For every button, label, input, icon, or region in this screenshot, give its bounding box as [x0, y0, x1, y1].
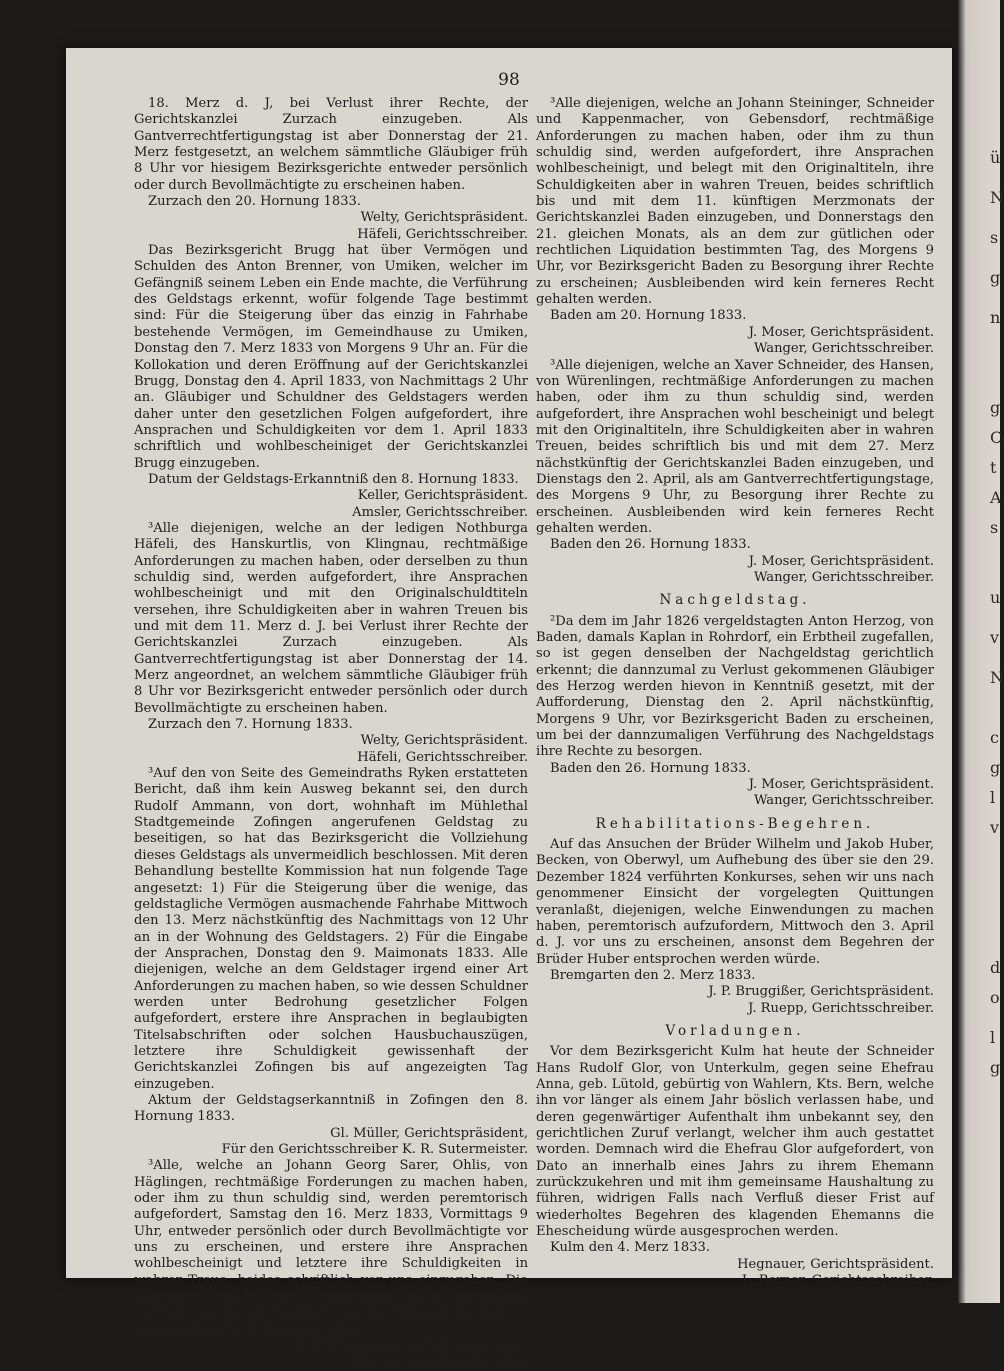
adjacent-page-glyph: n: [990, 308, 1001, 327]
signature-line: Wanger, Gerichtsschreiber.: [753, 569, 934, 585]
dateline: Aktum der Geldstagserkanntniß in Zofingen den 8. Hornung 1833.: [134, 1092, 528, 1125]
adjacent-page-glyph: s: [990, 228, 999, 247]
dateline: Datum der Geldstags-Erkanntniß den 8. Hornung 1833.: [148, 471, 519, 487]
adjacent-page-glyph: l: [990, 1028, 996, 1047]
notice-paragraph: 18. Merz d. J, bei Verlust ihrer Rechte, der Gerichtskanzlei Zurzach einzugeben. Als Gantverrechtfertigungstag ist aber Donnerstag der 21. Merz festgesetzt, an welchem sämmtliche Gläubiger früh 8 Uhr vor hiesigem Bezirksgerichte entweder persönlich oder durch Bevollmächtigte zu erscheinen haben.: [134, 96, 528, 193]
signature-line: Keller, Gerichtspräsident.: [357, 488, 528, 504]
dateline: Zurzach den 20. Hornung 1833.: [148, 194, 362, 210]
adjacent-page-glyph: g: [990, 398, 1001, 417]
signature-line: J. Moser, Gerichtspräsident.: [748, 777, 934, 793]
signature-line: J. P. Bruggißer, Gerichtspräsident.: [708, 984, 934, 1000]
signature-line: Häfeli, Gerichtsschreiber.: [357, 226, 528, 242]
adjacent-page-glyph: c: [990, 728, 999, 747]
signature-line: J. P. Bruggisser, Gerichtspräsident.: [297, 1338, 528, 1354]
signature-line: L. Berner, Gerichtsschreiber.: [741, 1273, 934, 1289]
section-heading: Rehabilitations-Begehren.: [595, 815, 875, 832]
right-column: [536, 96, 934, 1289]
notice-paragraph: ³Alle diejenigen, welche an Johann Steininger, Schneider und Kappenmacher, von Gebensdorf, rechtmäßige Anforderungen zu machen haben, oder ihm zu thun schuldig sind, werden aufgefordert, ihre Ansprachen wohlbescheinigt, und belegt mit den Originaltiteln, ihre Schuldigkeiten aber in wahren Treuen, beides schriftlich bis und mit dem 11. künftigen Merzmonats der Gerichtskanzlei Baden einzugeben, und Donnerstags den 21. gleichen Monats, als an dem zur gütlichen oder rechtlichen Liquidation bestimmten Tag, des Morgens 9 Uhr, vor Bezirksgericht Baden zu Besorgung ihrer Rechte zu erscheinen; Ausbleibenden wird kein ferneres Recht gehalten werden.: [536, 96, 934, 308]
document-page: [66, 48, 952, 1370]
signature-line: J. Ruepp, Gerichtsschreiber.: [342, 1354, 528, 1370]
dateline: Bremgarten den 2. Merz 1833.: [550, 967, 756, 983]
signature-line: Welty, Gerichtspräsident.: [360, 210, 528, 226]
notice-paragraph: ³Auf den von Seite des Gemeindraths Ryken erstatteten Bericht, daß ihm kein Ausweg bekannt sei, den durch Rudolf Ammann, von dort, wohnhaft im Mühlethal Stadtgemeinde Zofingen angerufenen Geldstag zu beseitigen, so hat das Bezirksgericht die Vollziehung dieses Geldstags als unvermeidlich beschlossen. Mit deren Behandlung bestellte Kommission hat nun folgende Tage angesetzt: 1) Für die Steigerung über die wenige, das geldstagliche Vermögen ausmachende Fahrhabe Mittwoch den 13. Merz nächstkünftig des Nachmittags von 12 Uhr an in der Wohnung des Geldstagers. 2) Für die Eingabe der Ansprachen, Donstag den 9. Maimonats 1833. Alle diejenigen, welche an dem Geldstager irgend einer Art Anforderungen zu machen haben, so wie dessen Schuldner werden unter Bedrohung gesetzlicher Folgen aufgefordert, erstere ihre Ansprachen in beglaubigten Titelsabschriften oder solchen Hausbuchauszügen, letztere ihre Schuldigkeit gewissenhaft der Gerichtskanzlei Zofingen bis auf angezeigten Tag einzugeben.: [134, 766, 528, 1092]
page-number: 98: [498, 70, 520, 90]
adjacent-page-glyph: v: [990, 628, 1000, 647]
signature-line: Für den Gerichtsschreiber K. R. Sutermeister.: [221, 1142, 528, 1157]
notice-paragraph: ³Alle, welche an Johann Georg Sarer, Ohlis, von Häglingen, rechtmäßige Forderungen zu machen haben, oder ihm zu thun schuldig sind, werden peremtorisch aufgefordert, Samstag den 16. Merz 1833, Vormittags 9 Uhr, entweder persönlich oder durch Bevollmächtigte vor uns zu erscheinen, und erstere ihre Ansprachen wohlbescheinigt und letztere ihre Schuldigkeiten in wahrer Treue, beides schriftlich vor uns einzugeben. Die Gläubiger, welche ihre Forderungen nicht einreichen, werden von diesem Konkurse ausgeschlossen werden. — Bremgarten den 6. Hornung 1833.: [134, 1158, 528, 1337]
adjacent-page-glyph: C: [990, 428, 1003, 447]
notice-paragraph: Das Bezirksgericht Brugg hat über Vermögen und Schulden des Anton Brenner, von Umiken, welcher im Gefängniß seinem Leben ein Ende machte, die Verführung des Geldstags erkennt, wofür folgende Tage bestimmt sind: Für die Steigerung über das einzig in Fahrhabe bestehende Vermögen, im Gemeindhause zu Umiken, Donstag den 7. Merz 1833 von Morgens 9 Uhr an. Für die Kollokation und deren Eröffnung auf der Gerichtskanzlei Brugg, Donstag den 4. April 1833, von Nachmittags 2 Uhr an. Gläubiger und Schuldner des Geldstagers werden daher unter den gesetzlichen Folgen aufgefordert, ihre Ansprachen und Schuldigkeiten vor dem 1. April 1833 schriftlich und wohlbescheiniget der Gerichtskanzlei Brugg einzugeben.: [134, 243, 528, 471]
signature-line: Amsler, Gerichtsschreiber.: [352, 504, 528, 520]
adjacent-page-glyph: N: [990, 668, 1004, 687]
dateline: Baden den 26. Hornung 1833.: [550, 537, 751, 553]
adjacent-page-glyph: g: [990, 1058, 1001, 1077]
dateline: Zurzach den 7. Hornung 1833.: [148, 717, 353, 733]
adjacent-page-glyph: d: [990, 958, 1001, 977]
dateline: Baden den 26. Hornung 1833.: [550, 760, 751, 776]
signature-line: Häfeli, Gerichtsschreiber.: [357, 749, 528, 765]
adjacent-page-glyph: N: [990, 188, 1004, 207]
notice-paragraph: ²Da dem im Jahr 1826 vergeldstagten Anton Herzog, von Baden, damals Kaplan in Rohrdorf, ein Erbtheil zugefallen, so ist gegen denselben der Nachgeldstag gerichtlich erkennt; die dannzumal zu Verlust gekommenen Gläubiger des Herzog werden hievon in Kenntniß gesetzt, mit der Aufforderung, Dienstag den 2. April nächstkünftig, Morgens 9 Uhr, vor Bezirksgericht Baden zu erscheinen, um bei der dannzumaligen Verführung des Nachgeldstags ihre Rechte zu besorgen.: [536, 613, 934, 760]
adjacent-page-glyph: ü: [990, 148, 1001, 167]
notice-paragraph: Auf das Ansuchen der Brüder Wilhelm und Jakob Huber, Becken, von Oberwyl, um Aufhebung des über sie den 29. Dezember 1824 verführten Konkurses, sehen wir uns nach genommener Einsicht der vorgelegten Quittungen veranlaßt, diejenigen, welche Einwendungen zu machen haben, peremtorisch aufzufordern, Mittwoch den 3. April d. J. vor uns zu erscheinen, ansonst dem Begehren der Brüder Huber entsprochen werden würde.: [536, 837, 934, 967]
adjacent-page-glyph: u: [990, 588, 1001, 607]
dateline: Baden am 20. Hornung 1833.: [550, 308, 747, 324]
notice-paragraph: ³Alle diejenigen, welche an der ledigen Nothburga Häfeli, des Hanskurtlis, von Klingnau, rechtmäßige Anforderungen zu machen haben, oder derselben zu thun schuldig sind, werden aufgefordert, ihre Ansprachen wohlbescheinigt und mit den Originalschuldtiteln versehen, ihre Schuldigkeiten aber in wahren Treuen bis und mit dem 11. Merz d. J. bei Verlust ihrer Rechte der Gerichtskanzlei Zurzach einzugeben. Als Gantverrechtfertigungstag ist aber Donnerstag der 14. Merz angeordnet, an welchem sämmtliche Gläubiger früh 8 Uhr vor Bezirksgericht entweder persönlich oder durch Bevollmächtigte zu erscheinen haben.: [134, 520, 528, 716]
signature-line: Wanger, Gerichtsschreiber.: [753, 793, 934, 809]
adjacent-page-glyph: t: [990, 458, 997, 477]
dateline: Kulm den 4. Merz 1833.: [550, 1240, 711, 1256]
signature-line: J. Moser, Gerichtspräsident.: [748, 553, 934, 569]
adjacent-page-glyph: l: [990, 788, 996, 807]
signature-line: Wanger, Gerichtsschreiber.: [753, 341, 934, 357]
section-heading: Nachgeldstag.: [659, 592, 811, 609]
adjacent-page-glyph: v: [990, 818, 1000, 837]
notice-paragraph: Vor dem Bezirksgericht Kulm hat heute der Schneider Hans Rudolf Glor, von Unterkulm, gegen seine Ehefrau Anna, geb. Lütold, gebürtig von Wahlern, Kts. Bern, welche ihn vor länger als einem Jahr böslich verlassen habe, und deren gegenwärtiger Aufenthalt ihm unbekannt sey, den gerichtlichen Zuruf verlangt, welcher ihm auch gestattet worden. Demnach wird die Ehefrau Glor aufgefordert, von Dato an innerhalb eines Jahrs zu ihrem Ehemann zurückzukehren und mit ihm gemeinsame Haushaltung zu führen, widrigen Falls nach Verfluß dieser Frist auf wiederholtes Begehren des klagenden Ehemanns die Ehescheidung würde ausgesprochen werden.: [536, 1044, 934, 1240]
adjacent-page-glyph: g: [990, 758, 1001, 777]
adjacent-page-glyph: s: [990, 518, 999, 537]
adjacent-page-glyph: g: [990, 268, 1001, 287]
adjacent-page-glyph: o: [990, 988, 1000, 1007]
signature-line: J. Ruepp, Gerichtsschreiber.: [748, 1000, 934, 1016]
signature-line: Hegnauer, Gerichtspräsident.: [737, 1256, 934, 1272]
signature-line: J. Moser, Gerichtspräsident.: [748, 324, 934, 340]
signature-line: Gl. Müller, Gerichtspräsident,: [330, 1125, 528, 1141]
left-column: [134, 96, 528, 1371]
adjacent-page-glyph: A: [990, 488, 1002, 507]
signature-line: Welty, Gerichtspräsident.: [360, 733, 528, 749]
section-heading: Vorladungen.: [665, 1022, 805, 1039]
notice-paragraph: ³Alle diejenigen, welche an Xaver Schneider, des Hansen, von Würenlingen, rechtmäßige Anforderungen zu machen haben, oder ihm zu thun schuldig sind, werden aufgefordert, ihre Ansprachen wohl bescheinigt und belegt mit den Originaltiteln, ihre Schuldigkeiten aber in wahren Treuen, beides schriftlich bis und mit dem 27. Merz nächstkünftig der Gerichtskanzlei Baden einzugeben, und Dienstags den 2. April, als am Gantverrechtfertigungstage, des Morgens 9 Uhr, zu Besorgung ihrer Rechte zu erscheinen. Ausbleibenden wird kein ferneres Recht gehalten werden.: [536, 357, 934, 536]
